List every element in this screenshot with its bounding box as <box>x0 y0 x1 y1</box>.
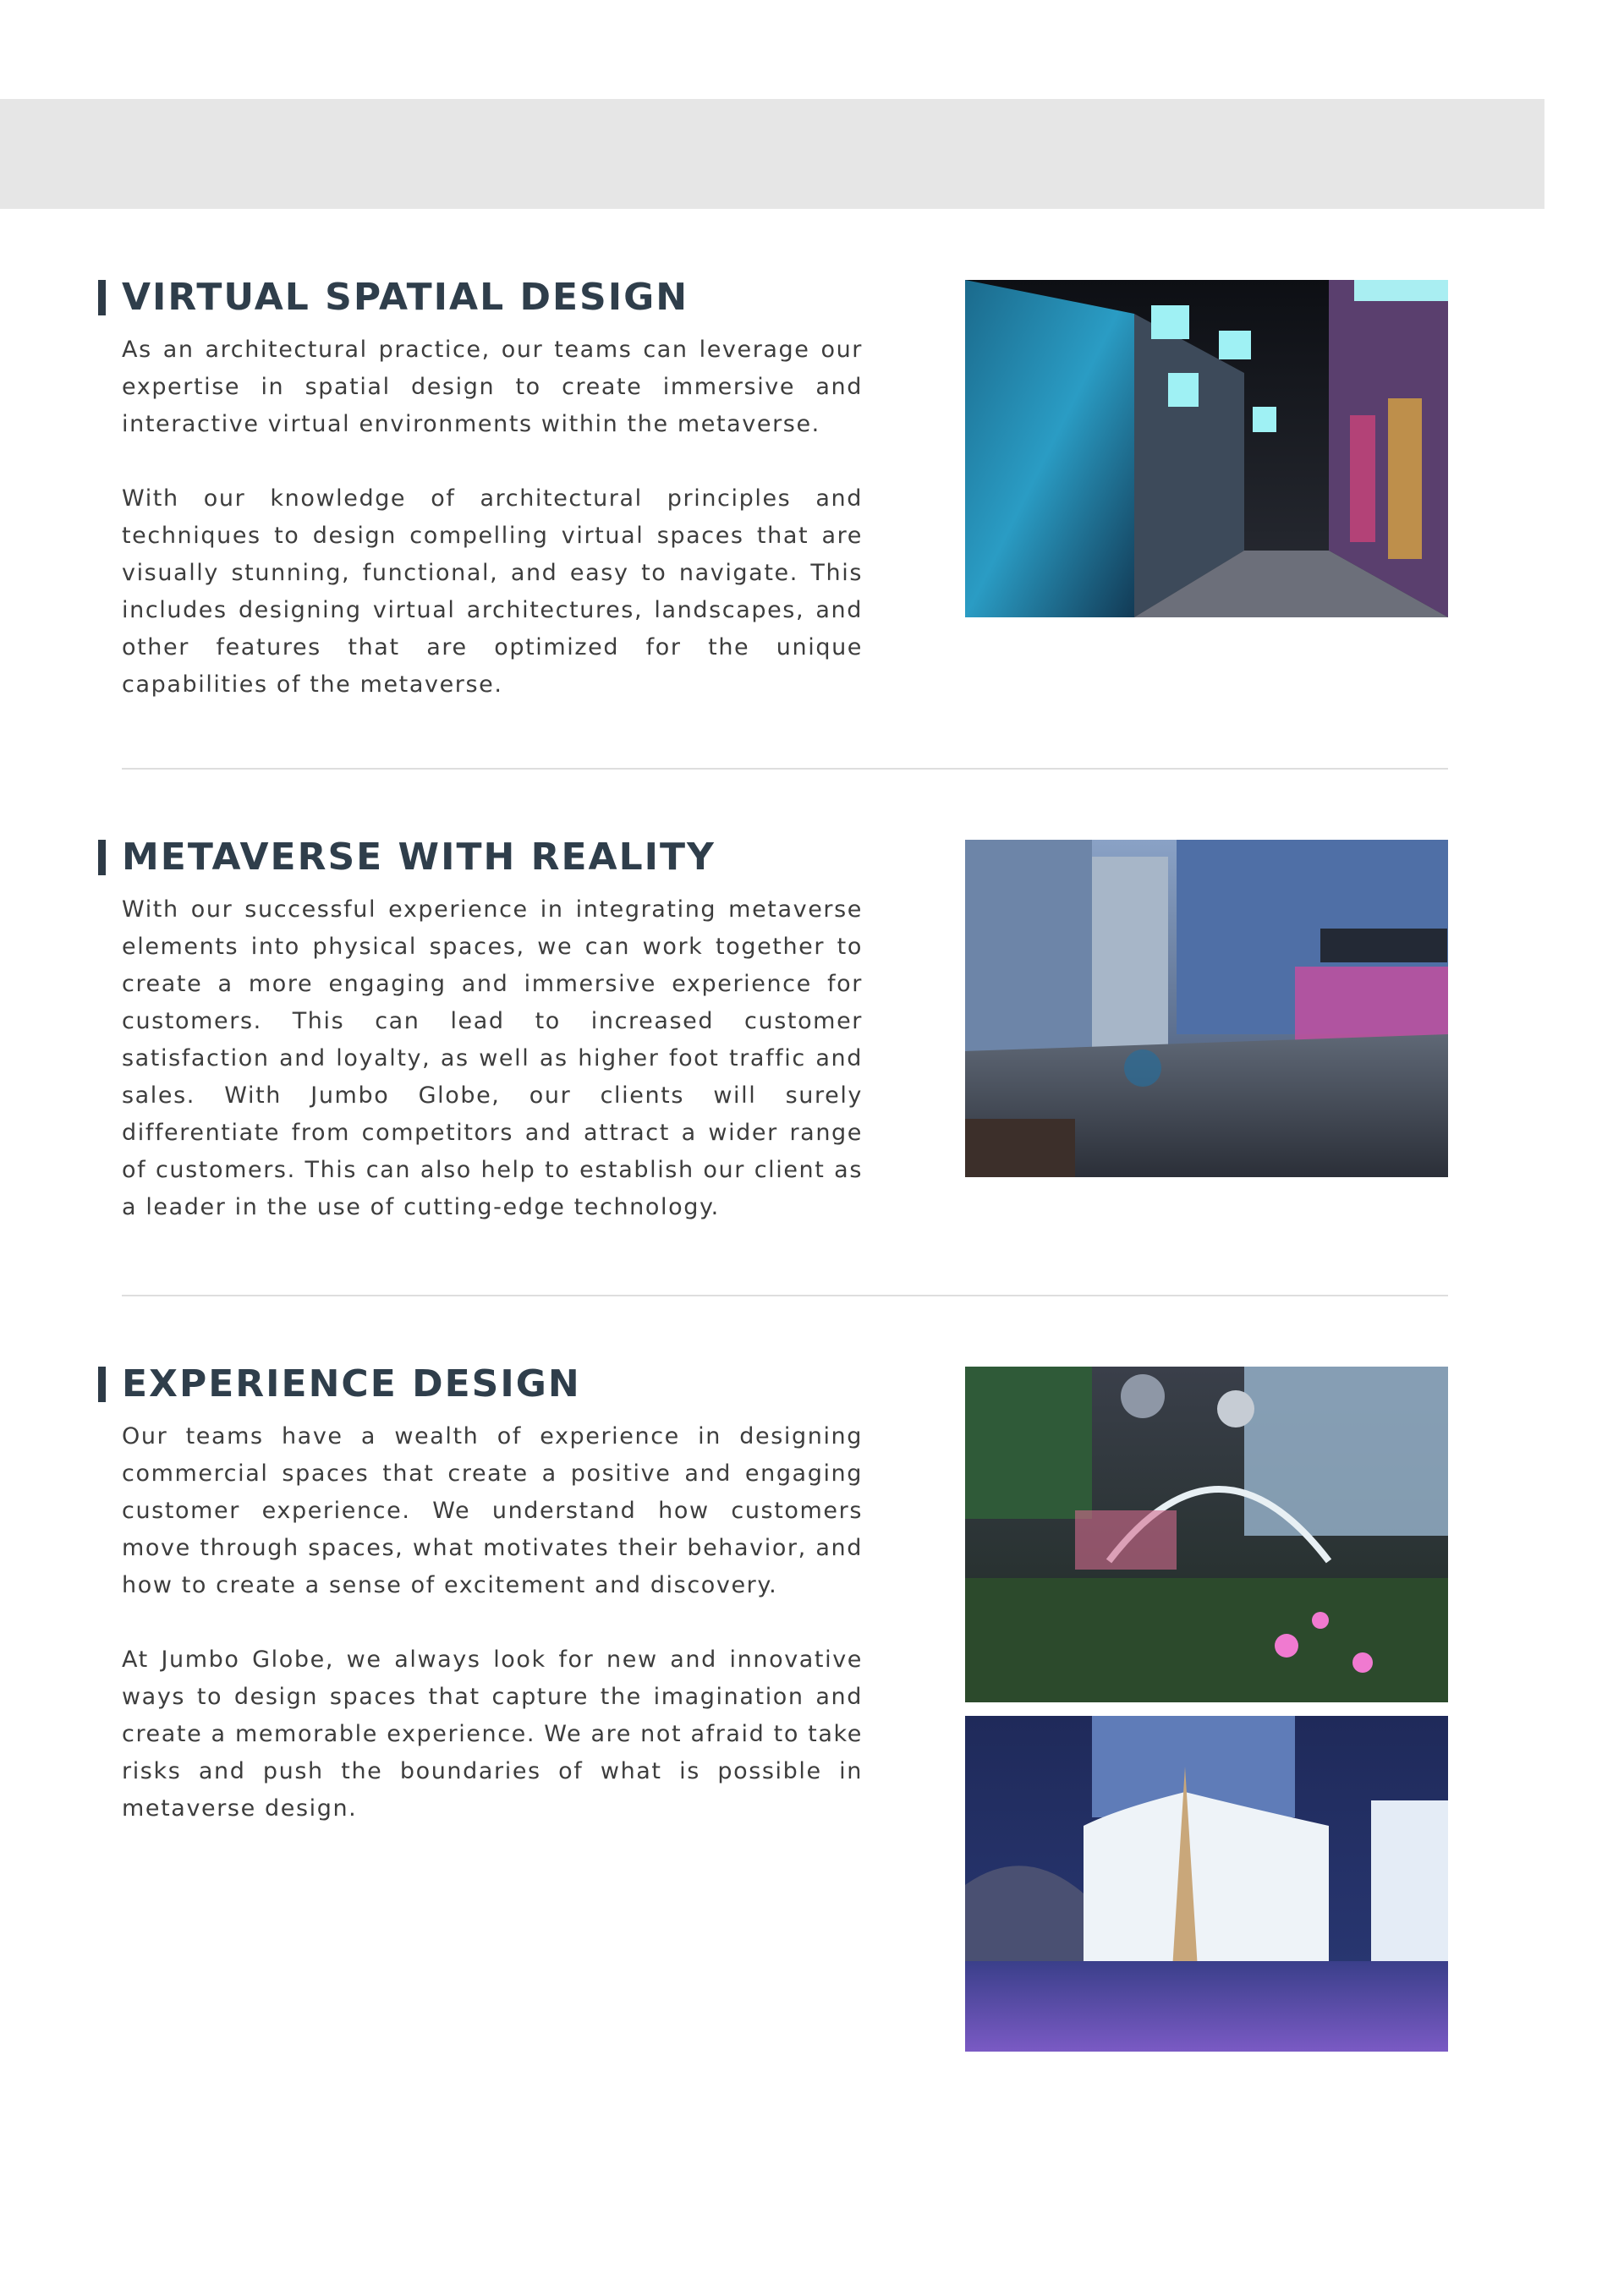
section-body-virtual-spatial-design <box>122 332 863 704</box>
waterfall-building-image <box>965 1716 1448 2052</box>
section-heading-metaverse-with-reality: METAVERSE WITH REALITY <box>122 836 716 879</box>
header-band <box>0 99 1544 209</box>
virtual-mall-interior-image <box>965 280 1448 617</box>
paragraph: With our knowledge of architectural principles and techniques to design compelling virtual spaces that are visually stunning, functional, and easy to navigate. This includes designing virtual architectures, landscapes, and other features that are optimized for the unique capabilities of the metaverse. <box>122 485 863 698</box>
section-body-experience-design <box>122 1418 863 1827</box>
section-divider <box>122 1295 1448 1296</box>
garden-atrium-image <box>965 1367 1448 1702</box>
heading-accent-bar <box>98 280 106 315</box>
section-body-metaverse-with-reality <box>122 891 863 1226</box>
paragraph: As an architectural practice, our teams can leverage our expertise in spatial design to create immersive and interactive virtual environments within the metaverse. <box>122 337 863 437</box>
heading-accent-bar <box>98 1367 106 1402</box>
paragraph: Our teams have a wealth of experience in designing commercial spaces that create a positive and engaging customer experience. We understand how customers move through spaces, what motivates their behavior, and how to create a sense of excitement and discovery. <box>122 1423 863 1598</box>
paragraph: With our successful experience in integrating metaverse elements into physical spaces, we can work together to create a more engaging and immersive experience for customers. This can lead to increased customer satisfaction and loyalty, as well as higher foot traffic and sales. With Jumbo Globe, our clients will surely differentiate from competitors and attract a wider range of customers. This can also help to establish our client as a leader in the use of cutting-edge technology. <box>122 896 863 1220</box>
section-heading-virtual-spatial-design: VIRTUAL SPATIAL DESIGN <box>122 276 689 319</box>
mall-plaza-image <box>965 840 1448 1177</box>
section-heading-experience-design: EXPERIENCE DESIGN <box>122 1362 581 1406</box>
heading-accent-bar <box>98 840 106 875</box>
section-divider <box>122 768 1448 770</box>
paragraph: At Jumbo Globe, we always look for new and innovative ways to design spaces that capture the imagination and create a memorable experience. We are not afraid to take risks and push the boundaries of what is possible in metaverse design. <box>122 1647 863 1822</box>
